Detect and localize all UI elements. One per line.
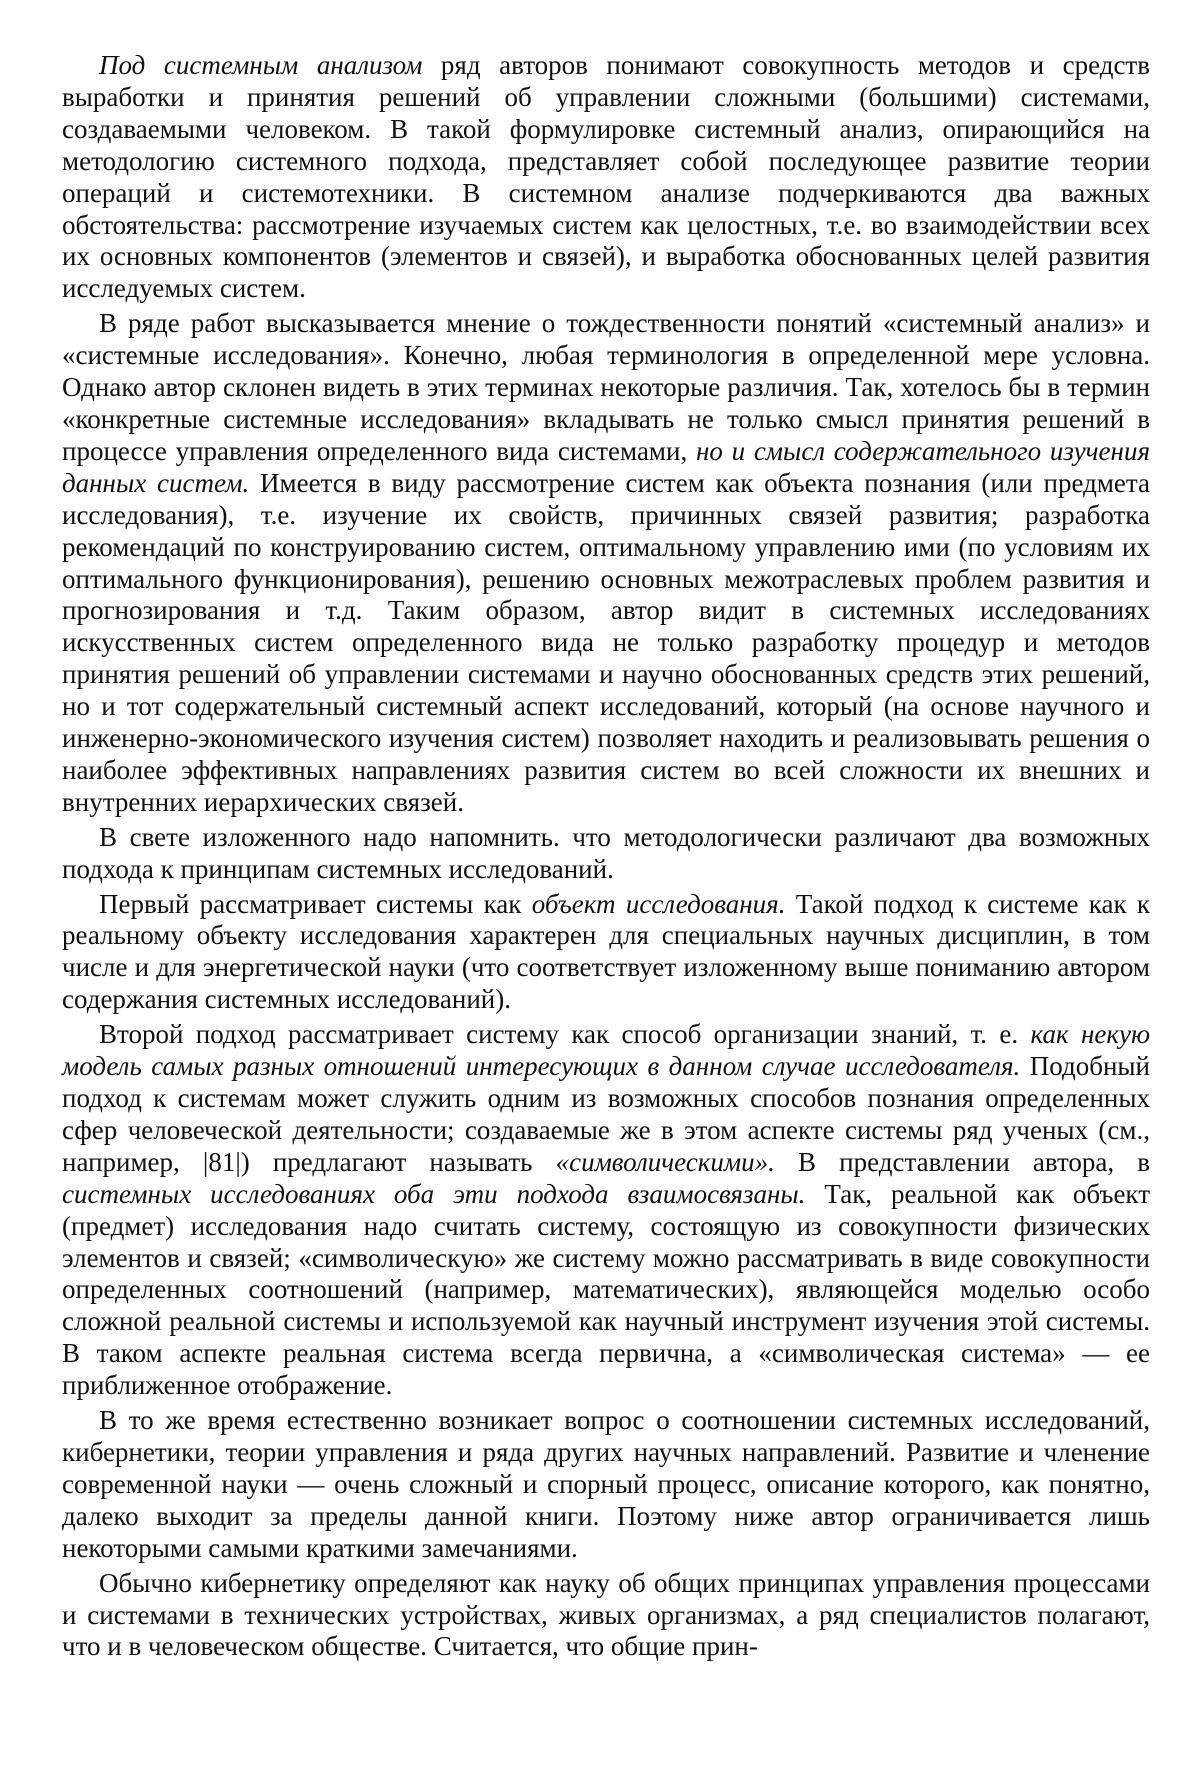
paragraph-6	[62, 1405, 1150, 1565]
text-segment: Второй подход рассматривает систему как способ организации знаний, т. е.	[99, 1019, 1031, 1050]
text-segment: Обычно кибернетику определяют как науку об общих принципах управления процессами и системами в технических устройствах, живых организмах, а ряд специалистов полагают, что и в человеческом обществе. Считается, что общие прин-	[62, 1567, 1150, 1662]
paragraph-2	[62, 308, 1150, 819]
italic-term: «символическими».	[555, 1146, 775, 1177]
paragraph-7	[62, 1568, 1150, 1664]
paragraph-5	[62, 1019, 1150, 1402]
italic-term: Под системным анализом	[99, 50, 423, 80]
paragraph-3	[62, 822, 1150, 886]
text-segment: Имеется в виду рассмотрение систем как объекта познания (или предмета исследования), т.е. изучение их свойств, причинных связей развития; разработка рекомендаций по конструированию систем, оптимальному управлению ими (по условиям их оптимального функционирования), решению основных межотраслевых проблем развития и прогнозирования и т.д. Таким образом, автор видит в системных исследованиях искусственных систем определенного вида не только разработку процедур и методов принятия решений об управлении системами и научно обоснованных средств этих решений, но и тот содержательный системный аспект исследований, который (на основе научного и инженерно-экономического изучения систем) позволяет находить и реализовывать решения о наиболее эффективных направлениях развития систем во всей сложности их внешних и внутренних иерархических связей.	[62, 467, 1151, 817]
paragraph-1	[62, 50, 1150, 305]
paragraph-4	[62, 889, 1150, 1017]
text-segment: В то же время естественно возникает вопрос о соотношении системных исследований, кибернетики, теории управления и ряда других научных направлений. Развитие и членение современной науки — очень сложный и спорный процесс, описание которого, как понятно, далеко выходит за пределы данной книги. Поэтому ниже автор ограничивается лишь некоторыми самыми краткими замечаниями.	[62, 1405, 1150, 1563]
text-segment: Так, реальной как объект (предмет) исследования надо считать систему, состоящую из совокупности физических элементов и связей; «символическую» же систему можно рассматривать в виде совокупности определенных соотношений (например, математических), являющейся моделью особо сложной реальной системы и используемой как научный инструмент изучения этой системы. В таком аспекте реальная система всегда первична, а «символическая система» — ее приближенное отображение.	[62, 1178, 1150, 1401]
italic-phrase: как некую модель самых разных отношений интересующих в данном случае исследователя.	[62, 1019, 1150, 1082]
text-segment: ряд авторов понимают совокупность методов и средств выработки и принятия решений об управлении сложными (большими) системами, создаваемыми человеком. В такой формулировке системный анализ, опирающийся на методологию системного подхода, представляет собой последующее развитие теории операций и системотехники. В системном анализе подчеркиваются два важных обстоятельства: рассмотрение изучаемых систем как целостных, т.е. во взаимодействии всех их основных компонентов (элементов и связей), и выработка обоснованных целей развития исследуемых систем.	[62, 50, 1150, 304]
text-segment: В ряде работ высказывается мнение о тождественности понятий «системный анализ» и «системные исследования». Конечно, любая терминология в определенной мере условна. Однако автор склонен видеть в этих терминах некоторые различия. Так, хотелось бы в термин «конкретные системные исследования» вкладывать не только смысл принятия решений в процессе управления определенного вида системами,	[62, 308, 1150, 466]
italic-phrase: системных исследованиях оба эти подхода взаимосвязаны.	[62, 1178, 806, 1209]
text-segment: В свете изложенного надо напомнить. что методологически различают два возможных подхода к принципам системных исследований.	[62, 821, 1150, 884]
text-segment: Такой подход к системе как к реальному объекту исследования характерен для специальных научных дисциплин, в том числе и для энергетической науки (что соответствует изложенному выше пониманию автором содержания системных исследований).	[62, 888, 1151, 1015]
italic-phrase: объект исследования.	[531, 888, 786, 919]
text-segment: Подобный подход к системам может служить одним из возможных способов познания определенных сфер человеческой деятельности; создаваемые же в этом аспекте системы ряд ученых (см., например, |81|) предлагают называть	[62, 1051, 1151, 1177]
text-segment: В представлении автора, в	[774, 1146, 1151, 1177]
text-segment: Первый рассматривает системы как	[99, 888, 532, 919]
italic-phrase: но и смысл содержательного изучения данных систем.	[62, 435, 1150, 498]
